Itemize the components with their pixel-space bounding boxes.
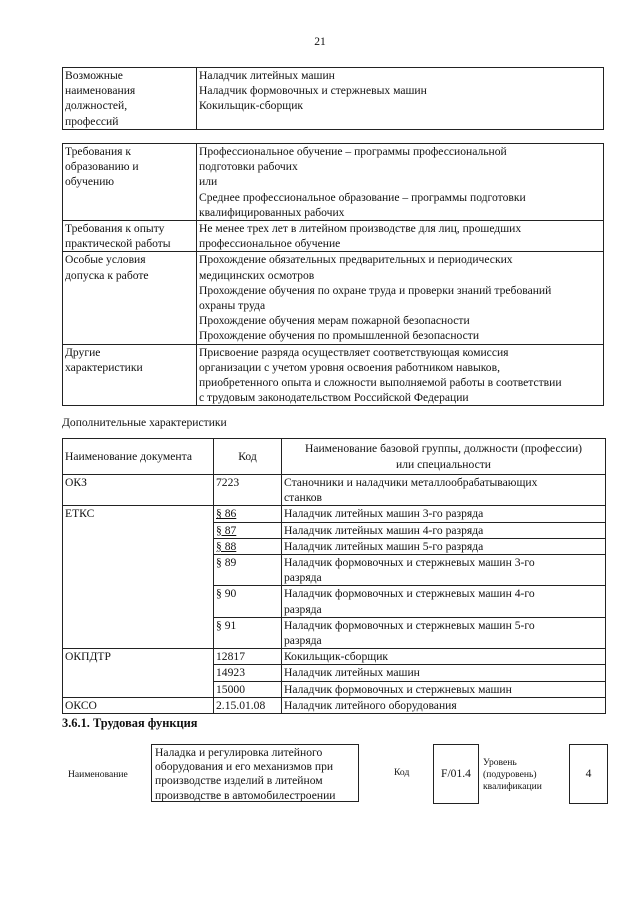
function-name-label: Наименование	[68, 769, 128, 780]
experience-value: Не менее трех лет в литейном производстве для лиц, прошедших профессиональное обучение	[197, 221, 604, 252]
code-cell: § 86	[214, 506, 282, 522]
table-row	[63, 344, 604, 406]
admission-value: Прохождение обязательных предварительных и периодических медицинских осмотров Прохождение обучения по охране труда и проверки знаний требований охраны труда Прохождение обучения мерам пожарной безопасности Прохождение обучения по промышленной безопасности	[197, 252, 604, 344]
table-row	[63, 68, 604, 130]
doc-cell	[63, 555, 214, 586]
table-row	[63, 555, 606, 586]
doc-cell	[63, 538, 214, 554]
code-cell: 15000	[214, 681, 282, 697]
function-code-value: F/01.4	[433, 744, 479, 804]
table-row	[63, 506, 606, 522]
table-row	[63, 665, 606, 681]
code-cell: § 87	[214, 522, 282, 538]
table-row	[63, 144, 604, 221]
positions-label: Возможные наименования должностей, профессий	[63, 68, 197, 130]
name-cell: Наладчик формовочных и стержневых машин 4-го разряда	[282, 586, 606, 617]
doc-cell	[63, 617, 214, 648]
name-cell: Наладчик литейных машин 3-го разряда	[282, 506, 606, 522]
code-cell: § 88	[214, 538, 282, 554]
header-name: Наименование базовой группы, должности (профессии) или специальности	[282, 439, 606, 475]
table-row	[63, 649, 606, 665]
name-cell: Кокильщик-сборщик	[282, 649, 606, 665]
function-code-label: Код	[394, 767, 410, 778]
name-cell: Наладчик литейного оборудования	[282, 697, 606, 713]
possible-positions-table	[62, 67, 604, 130]
other-label: Другие характеристики	[63, 344, 197, 406]
name-cell: Наладчик формовочных и стержневых машин 5-го разряда	[282, 617, 606, 648]
name-cell: Наладчик формовочных и стержневых машин	[282, 681, 606, 697]
name-cell: Станочники и наладчики металлообрабатывающих станков	[282, 475, 606, 506]
name-cell: Наладчик литейных машин 4-го разряда	[282, 522, 606, 538]
doc-cell	[63, 665, 214, 681]
code-cell: 7223	[214, 475, 282, 506]
doc-cell: ОКПДТР	[63, 649, 214, 665]
function-name-value: Наладка и регулировка литейного оборудования и его механизмов при производстве изделий в литейном производстве в автомобилестроении	[151, 744, 359, 802]
code-cell: § 90	[214, 586, 282, 617]
table-row	[63, 697, 606, 713]
table-row	[63, 252, 604, 344]
qualification-level-label: Уровень (подуровень) квалификации	[483, 757, 542, 792]
doc-cell	[63, 586, 214, 617]
positions-values: Наладчик литейных машин Наладчик формовочных и стержневых машин Кокильщик-сборщик	[197, 68, 604, 130]
doc-cell	[63, 681, 214, 697]
table-row	[63, 221, 604, 252]
doc-cell: ОКЗ	[63, 475, 214, 506]
name-cell: Наладчик литейных машин	[282, 665, 606, 681]
admission-label: Особые условия допуска к работе	[63, 252, 197, 344]
table-header-row	[63, 439, 606, 475]
table-row	[63, 538, 606, 554]
name-cell: Наладчик литейных машин 5-го разряда	[282, 538, 606, 554]
table-row	[63, 586, 606, 617]
education-label: Требования к образованию и обучению	[63, 144, 197, 221]
code-cell: § 91	[214, 617, 282, 648]
doc-cell: ЕТКС	[63, 506, 214, 522]
code-cell: 2.15.01.08	[214, 697, 282, 713]
function-title: 3.6.1. Трудовая функция	[62, 716, 198, 730]
doc-cell: ОКСО	[63, 697, 214, 713]
header-code: Код	[214, 439, 282, 475]
education-value: Профессиональное обучение – программы профессиональной подготовки рабочих или Среднее профессиональное образование – программы подготовки квалифицированных рабочих	[197, 144, 604, 221]
additional-characteristics-table	[62, 438, 606, 714]
experience-label: Требования к опыту практической работы	[63, 221, 197, 252]
code-cell: 12817	[214, 649, 282, 665]
page-number: 21	[314, 35, 326, 48]
table-row	[63, 681, 606, 697]
code-cell: 14923	[214, 665, 282, 681]
code-cell: § 89	[214, 555, 282, 586]
requirements-table	[62, 143, 604, 406]
name-cell: Наладчик формовочных и стержневых машин 3-го разряда	[282, 555, 606, 586]
table-row	[63, 475, 606, 506]
qualification-level-value: 4	[569, 744, 608, 804]
header-doc: Наименование документа	[63, 439, 214, 475]
table-row	[63, 522, 606, 538]
table-row	[63, 617, 606, 648]
other-value: Присвоение разряда осуществляет соответствующая комиссия организации с учетом уровня освоения работником навыков, приобретенного опыта и сложности выполняемой работы в соответствии с трудовым законодательством Российской Федерации	[197, 344, 604, 406]
additional-title: Дополнительные характеристики	[62, 416, 227, 429]
doc-cell	[63, 522, 214, 538]
